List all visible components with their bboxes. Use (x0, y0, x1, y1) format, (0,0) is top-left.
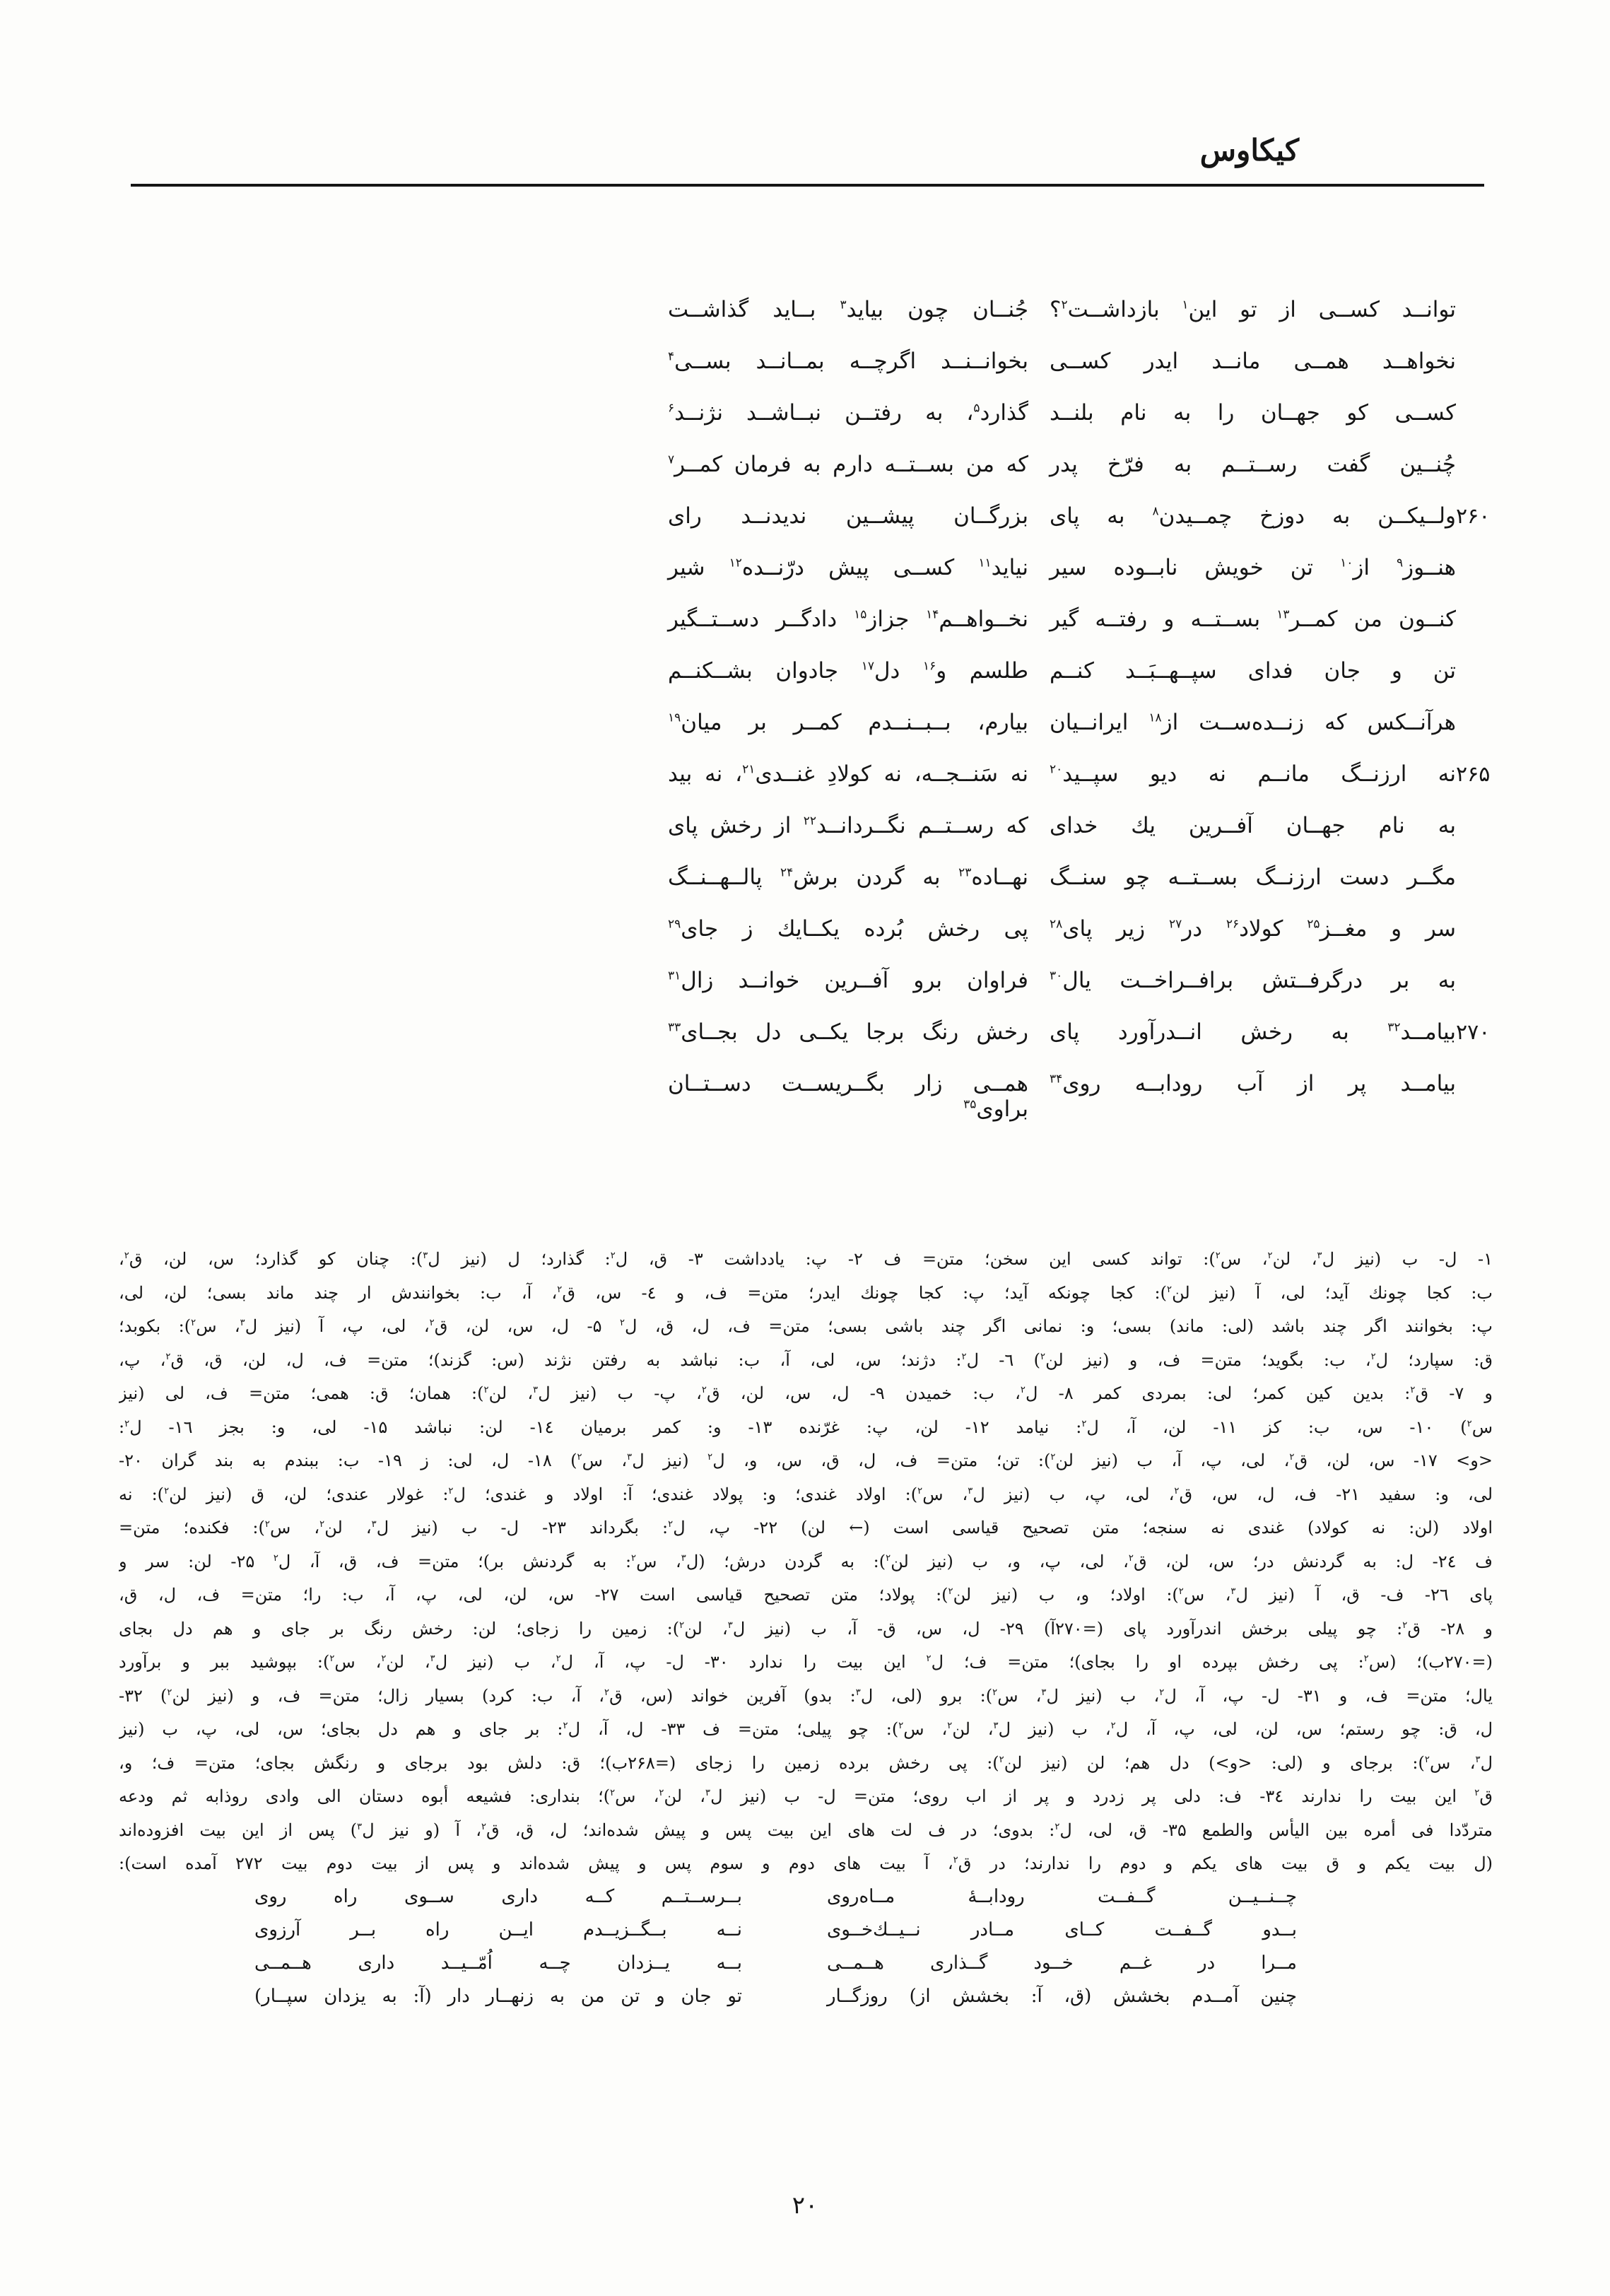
page-number: ۲۰ (792, 2191, 818, 2220)
apparatus-line: و ۷- ق$^۲$: بدین کین کمر؛ لی: بمردی کمر ۸- ل$^۲$، ب: خمیدن ۹- ل، س، لن، ق$^۲$، پ- ب (نیز ل$^۳$، لن$^۲$): همان؛ ق: همی؛ متن= ف، لی (نیز (119, 1383, 1493, 1403)
verse-row (668, 968, 1530, 1019)
verse-row (668, 400, 1530, 452)
hemistich-first: چــنــیــن گــفــت رودابــۀ مــاه‌روی (827, 1886, 1297, 1907)
appendix-verses (254, 1886, 1297, 2019)
hemistich-first: به بر درگرفــتش برافــراخــت یال$^{۳۰}$ (1050, 968, 1456, 993)
verse-number: ۲۷۰ (1456, 1020, 1491, 1045)
apparatus-line: (=۲۷۰ب)؛ (س$^۲$: پی رخش بپرده او را بجای)؛ متن= ف؛ ل$^۲$ این بیت را ندارد ۳۰- ل- پ، آ، ل$^۲$، ب (نیز ل$^۳$، لن$^۲$، س$^۲$): بپوشید ببر و برآورد (119, 1652, 1493, 1672)
critical-apparatus (119, 1243, 1493, 1881)
hemistich-first: ولــیکــن به دوزخ چمــیدن$^۸$ به پای (1050, 503, 1456, 529)
apparatus-line: ل، ق: چو رستم؛ س، لن، لی، پ، آ، ل$^۲$، ب (نیز ل$^۳$، لن$^۲$، س$^۲$): چو پیلی؛ متن= ف ۳۳- ل، آ، ل$^۲$: بر جای و هم دل بجای؛ س، لی، پ، ب (نیز (119, 1719, 1493, 1739)
apparatus-closing-note: (ل بیت یکم و ق بیت های یکم و دوم را ندارند؛ در ق$^۲$، آ بیت های دوم و سوم پس و پیش شده‌اند و پس از بیت دوم بیت ۲۷۲ آمده است): (119, 1853, 1493, 1873)
apparatus-line: و ۲۸- ق$^۲$: چو پیلی برخش اندرآورد پای (=۲۷۰آ) ۲۹- ل، س، ق- آ، ب (نیز ل$^۳$، لن$^۲$): زمین را زجای؛ لن: رخش رنگ بر جای و هم دل بجای (119, 1618, 1493, 1639)
verse-number: ۲۶۰ (1456, 504, 1491, 529)
hemistich-second: که رســتــم نگــردانــد$^{۲۲}$ از رخش پای (668, 813, 1029, 838)
verse-row (668, 503, 1530, 555)
hemistich-second: بیارم، بــبــنــدم کمــر بر میان$^{۱۹}$ (668, 710, 1028, 735)
hemistich-first: چنین آمــدم بخشش (ق، آ: بخشش از) روزگــار (827, 1986, 1297, 2007)
hemistich-first: مگــر دست ارزنــگ بســتــه چو سنــگ (1050, 865, 1456, 890)
verse-row (668, 1071, 1530, 1123)
hemistich-first: مــرا در غــم خــود گــذاری هــمــی (827, 1952, 1297, 1974)
apparatus-line: پ: بخوانند اگر چند باشد (لی: ماند) بسی؛ و: نمانی اگر چند باشی بسی؛ متن= ف، ل، ق، ل$^۲$ ۵- ل، س، لن، ق$^۲$، لی، پ، آ (نیز ل$^۳$، س$^۲$): بکوبد؛ (119, 1316, 1493, 1336)
apparatus-line: لی، و: سفید ۲۱- ف، ل، س، ق$^۲$، لی، پ، ب (نیز ل$^۳$، س$^۲$): اولاد غندی؛ و: پولاد غندی؛ آ: اولاد و غندی؛ ل$^۲$: غولار عندی؛ لن، ق (نیز لن$^۲$): نه (119, 1484, 1493, 1504)
hemistich-first: به نام جهــان آفــرین یك خدای (1050, 813, 1456, 838)
appendix-verse-row (254, 1952, 1297, 1986)
verse-row (668, 710, 1530, 761)
verse-row (668, 813, 1530, 865)
apparatus-line: ق$^۲$ این بیت را ندارند ۳٤- ف: دلی پر زدرد و پر از اب روی؛ متن= ل- ب (نیز ل$^۳$، لن$^۲$، س$^۲$)؛ بنداری: فشیعه أبوه دستان الی وادی روذابه ثم ودعه (119, 1786, 1493, 1806)
hemistich-second: بــرســتــم کــه داری ســوی راه روی (254, 1886, 742, 1907)
hemistich-first: کنــون من کمــر$^{۱۳}$ بســتــه و رفتــه گیر (1050, 607, 1457, 632)
hemistich-second: فراوان برو آفــرین خوانــد زال$^{۳۱}$ (668, 968, 1028, 993)
hemistich-first: هنــوز$^۹$ از$^{۱۰}$ تن خویش نابــوده سیر (1050, 555, 1456, 580)
hemistich-first: بــدو گــفــت کــای مــادر نــیــك‌خــوی (827, 1919, 1297, 1940)
apparatus-line: ف ۲٤- ل: به گردنش در؛ س، لن، ق$^۲$، لی، پ، و، ب (نیز لن$^۲$): به گردن درش؛ (ل$^۳$، س$^۲$: به گردنش بر)؛ متن= ف، ق، آ، ل$^۲$ ۲۵- لن: سر و (119, 1551, 1493, 1571)
verse-row (668, 297, 1530, 348)
apparatus-line: پای ۲٦- ف- ق، آ (نیز ل$^۳$، س$^۲$): اولاد؛ و، ب (نیز لن$^۲$): پولاد؛ متن تصحیح قیاسی است ۲۷- س، لن، لی، پ، آ، ب: را؛ متن= ف، ل، ق، (119, 1585, 1493, 1605)
hemistich-second: گذارد$^۵$، به رفتــن نبــاشــد نژنــد$^۶$ (668, 400, 1028, 426)
hemistich-second: همــی زار بگــریســت دســتــان براوی$^{۳۵}$ (668, 1071, 1028, 1122)
hemistich-second: رخش رنگ برجا یکــی دل بجــای$^{۳۳}$ (668, 1019, 1028, 1045)
verse-row (668, 1019, 1530, 1071)
apparatus-line: ب: کجا چونك آید؛ لی، آ (نیز لن$^۲$): کجا چونکه آید؛ پ: کجا چونك ایدر؛ متن= ف، و ٤- س، ق$^۲$، آ، ب: بخوانندش ار چند ماند بسی؛ لن، لی، (119, 1282, 1493, 1303)
apparatus-line: ق: سپارد؛ ل$^۲$، ب: بگوید؛ متن= ف، و (نیز لن$^۲$) ٦- ل$^۲$: دژند؛ س، لی، آ، ب: نباشد به رفتن نژند (س: گزند)؛ متن= ف، ل، لن، ق، ق$^۲$، پ، (119, 1349, 1493, 1370)
hemistich-second: طلسم و$^{۱۶}$ دل$^{۱۷}$ جادوان بشــکنــم (668, 658, 1029, 684)
hemistich-second: که من بســتــه دارم به فرمان کمــر$^۷$ (668, 452, 1028, 477)
hemistich-first: هرآنــکس که زنــده‌ســت از$^{۱۸}$ ایرانــیان (1050, 710, 1456, 735)
apparatus-line: <و> ۱۷- س، لن، ق$^۲$، لی، پ، آ، ب (نیز لن$^۲$): تن؛ متن= ف، ل، ق، س، و، ل$^۲$ (نیز ل$^۳$، س$^۲$) ۱۸- ل، لی: ز ۱۹- ب: ببندم به بند گران ۲۰- (119, 1451, 1493, 1470)
hemistich-first: توانــد کســی از تو این$^۱$ بازداشــت$^۲$؟ (1050, 297, 1456, 322)
verse-row (668, 348, 1530, 400)
apparatus-line: ۱- ل- ب (نیز ل$^۳$، لن$^۲$، س$^۲$): تواند کسی این سخن؛ متن= ف ۲- پ: یادداشت ۳- ق، ل$^۲$: گذارد؛ ل (نیز ل$^۳$): چنان کو گذارد؛ س، لن، ق$^۲$، (119, 1249, 1493, 1269)
verse-row (668, 761, 1530, 813)
hemistich-first: بیامــد پر از آب رودابــه روی$^{۳۴}$ (1050, 1071, 1456, 1096)
apparatus-line: یال؛ متن= ف، و ۳۱- ل- پ، آ، ل$^۲$، ب (نیز ل$^۳$، س$^۲$): برو (لی، ل$^۳$: بدو) آفرین خواند (س، ق$^۲$، آ، ب: کرد) بسیار زال؛ متن= ف، و (نیز لن$^۲$) ۳۲- (119, 1685, 1493, 1706)
apparatus-line: ل$^۳$، س$^۲$): برجای و (لی: <و>) دل هم؛ لن (نیز لن$^۲$): پی رخش برده زمین را زجای (=۲۶۸ب)؛ ق: دلش بود برجای و رنگش بجای؛ متن= ف؛ و، (119, 1752, 1493, 1773)
hemistich-first: بیامــد$^{۳۲}$ به رخش انــدرآورد پای (1050, 1019, 1456, 1045)
verse-row (668, 452, 1530, 503)
hemistich-first: کســی کو جهــان را به نام بلنــد (1050, 400, 1456, 426)
hemistich-second: بــه یــزدان چــه اُمّــیــد داری هــمــی (254, 1952, 742, 1974)
hemistich-second: پی رخش بُرده یکــایك ز جای$^{۲۹}$ (668, 916, 1028, 942)
hemistich-first: تن و جان فدای سپــهــبَــد کنــم (1050, 658, 1456, 684)
main-poem (668, 297, 1530, 1123)
hemistich-second: نه سَنــجــه، نه کولادِ غنــدی$^{۲۱}$، نه بید (668, 761, 1028, 787)
hemistich-second: تو جان و تن من به زنهــار دار (آ: به یزدان سپــار) (254, 1986, 742, 2007)
verse-row (668, 865, 1530, 916)
verse-row (668, 658, 1530, 710)
hemistich-first: نخواهــد همــی مانــد ایدر کســی (1050, 348, 1456, 374)
verse-row (668, 916, 1530, 968)
header-rule (131, 184, 1484, 187)
hemistich-second: نــه بــگــزیــدم ایــن راه بــر آرزوی (254, 1919, 742, 1940)
hemistich-first: نه ارزنــگ مانــم نه دیو سپــید$^{۲۰}$ (1050, 761, 1456, 787)
apparatus-line: اولاد (لن: نه کولاد) غندی نه سنجه؛ متن تصحیح قیاسی است (← لن) ۲۲- پ، ل$^۲$: بگرداند ۲۳- ل- ب (نیز ل$^۳$، لن$^۲$، س$^۲$): فکنده؛ متن= (119, 1518, 1493, 1538)
apparatus-line: متردّدا فی أمره بین الیأس والطمع ۳۵- ق، لی، ل$^۲$: بدوی؛ در ف لت های این بیت پس و پیش شده‌اند؛ ل، ق، ق$^۲$، آ (و نیز ل$^۳$) پس از این بیت افزوده‌اند (119, 1820, 1493, 1840)
hemistich-second: نیاید$^{۱۱}$ کســی پیش درّنــده$^{۱۲}$ شیر (668, 555, 1028, 580)
verse-number: ۲۶۵ (1456, 762, 1491, 787)
verse-row (668, 555, 1530, 607)
apparatus-line: س$^۲$) ۱۰- س، ب: کز ۱۱- لن، آ، ل$^۲$: نیامد ۱۲- لن، پ: غرّنده ۱۳- و: کمر برمیان ۱٤- لن: نباشد ۱۵- لی، و: بجز ۱٦- ل$^۲$: (119, 1417, 1493, 1437)
hemistich-second: نهــاده$^{۲۳}$ به گردن برش$^{۲۴}$ پالــهــنــگ (668, 865, 1028, 890)
hemistich-first: سر و مغــز$^{۲۵}$ کولاد$^{۲۶}$ در$^{۲۷}$ زیر پای$^{۲۸}$ (1050, 916, 1456, 942)
page-title: کیکاوس (1199, 133, 1299, 168)
hemistich-second: نخــواهــم$^{۱۴}$ جزاز$^{۱۵}$ دادگــر دســتــگیر (668, 607, 1028, 632)
appendix-verse-row (254, 1986, 1297, 2019)
hemistich-second: بزرگــان پیشــین ندیدنــد رای (668, 503, 1028, 529)
verse-row (668, 607, 1530, 658)
appendix-verse-row (254, 1886, 1297, 1919)
hemistich-second: جُنــان چون بیاید$^۳$ بــاید گذاشــت (668, 297, 1028, 322)
hemistich-second: بخوانــنــد اگرچــه بمــانــد بســی$^۴$ (668, 348, 1028, 374)
appendix-verse-row (254, 1919, 1297, 1952)
hemistich-first: چُنــین گفت رســتــم به فرّخ پدر (1050, 452, 1456, 477)
